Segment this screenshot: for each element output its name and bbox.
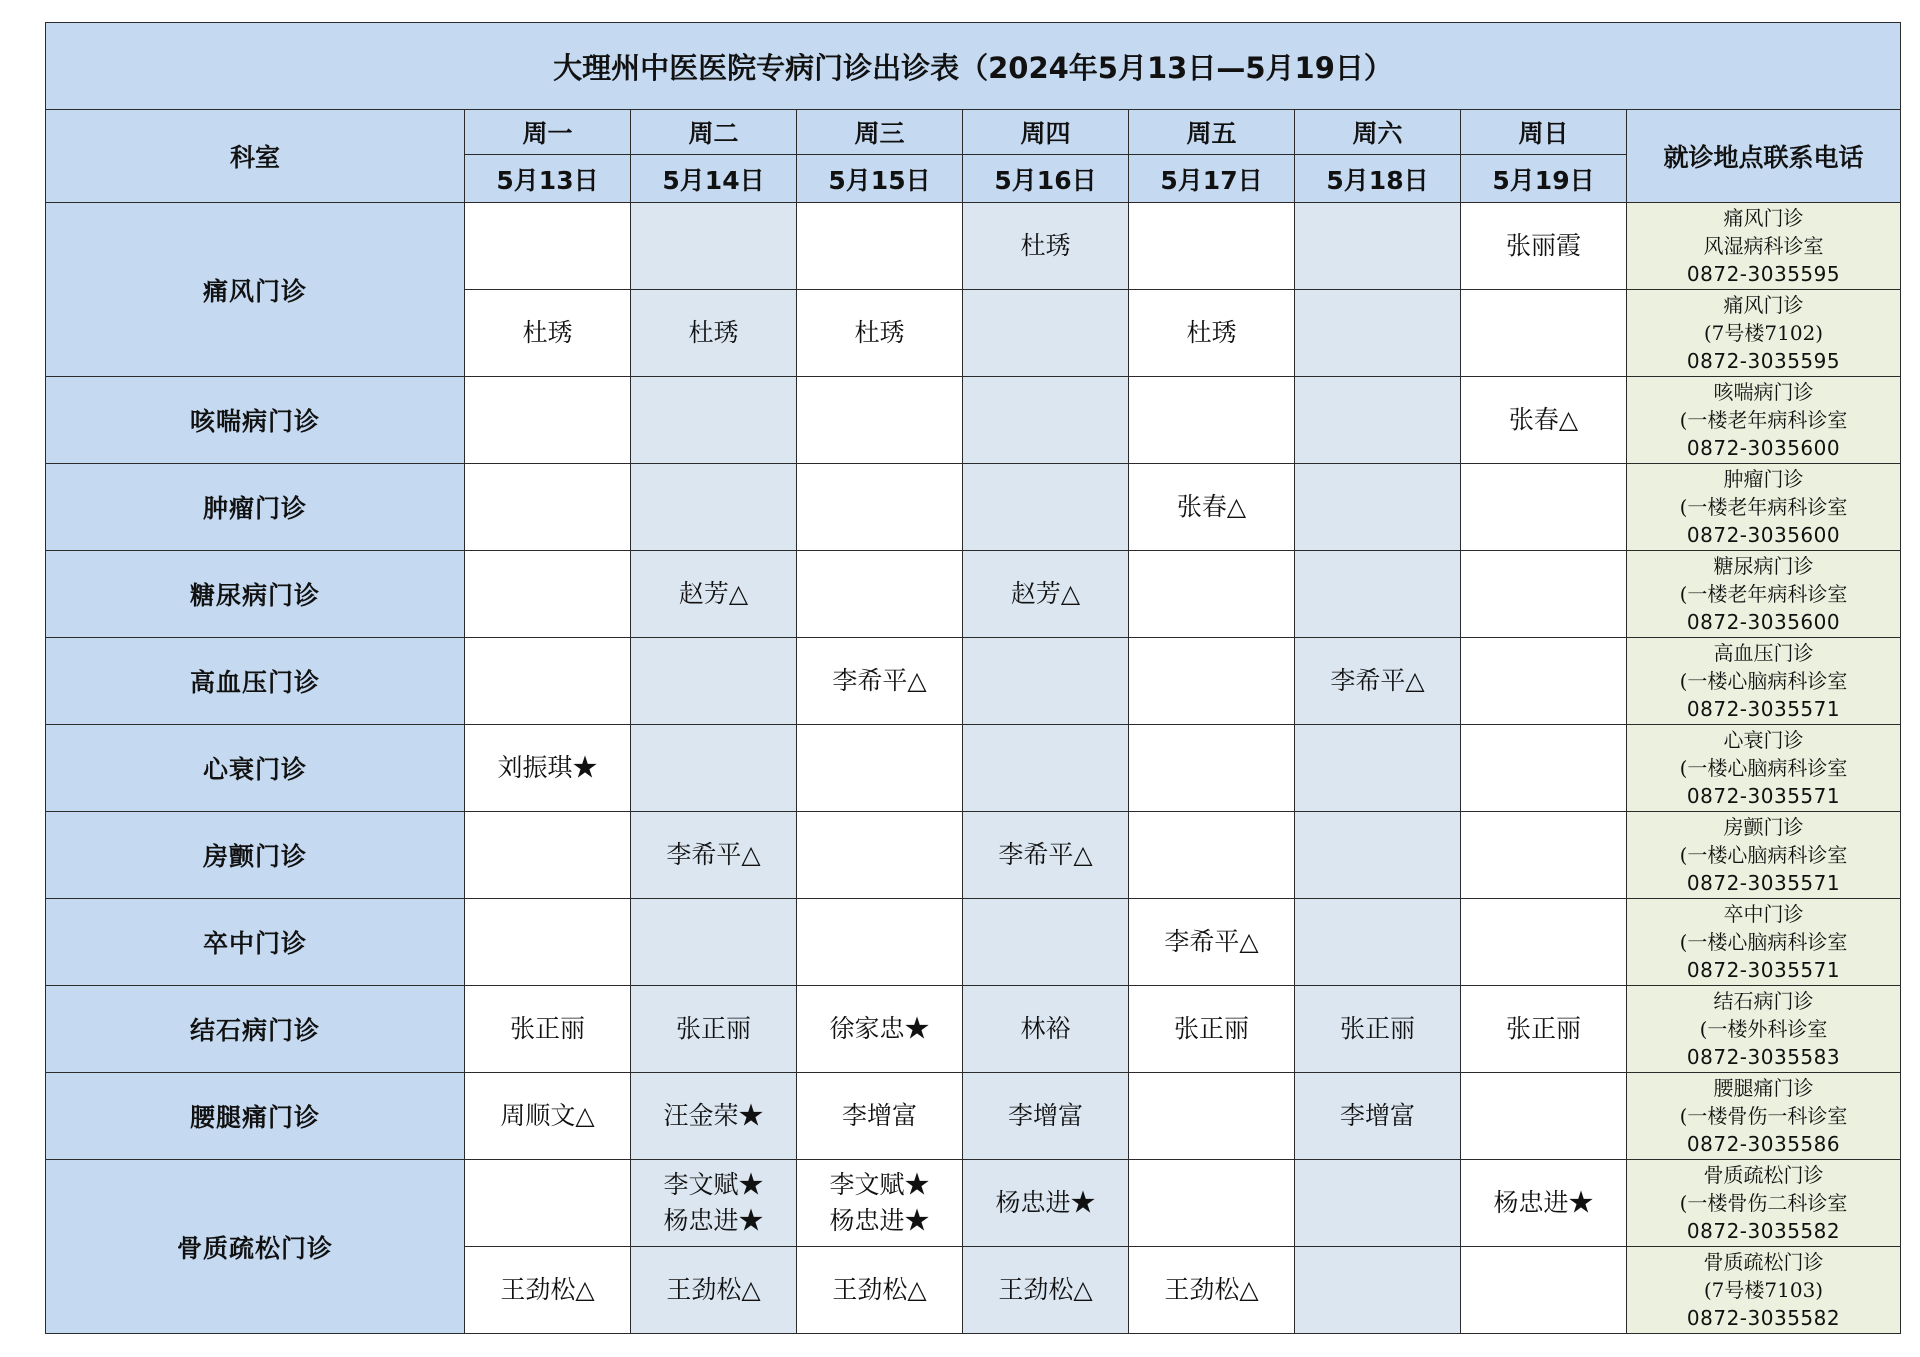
- schedule-cell-sun: [1461, 377, 1627, 464]
- date-header-sun: 5月19日: [1461, 155, 1627, 203]
- doctor-name: 张正丽: [1505, 1014, 1581, 1043]
- schedule-cell-tue: [631, 899, 797, 986]
- table-row: [46, 986, 1901, 1073]
- schedule-cell-tue: [631, 812, 797, 899]
- phone-number: 0872-3035582: [1686, 1306, 1841, 1330]
- clinic-name: 心衰门诊: [1723, 728, 1804, 752]
- doctor-name: 张正丽: [509, 1014, 585, 1043]
- room-location: (一楼心脑病科诊室: [1679, 756, 1848, 780]
- schedule-cell-wed: [797, 986, 963, 1073]
- schedule-cell-wed: [797, 1073, 963, 1160]
- room-location: (一楼外科诊室: [1699, 1017, 1828, 1041]
- doctor-name: 张春△: [1508, 405, 1579, 434]
- doctor-name: 杨忠进★: [663, 1206, 764, 1235]
- schedule-cell-sun: [1461, 1247, 1627, 1334]
- date-header-fri: 5月17日: [1129, 155, 1295, 203]
- schedule-cell-mon: [465, 203, 631, 290]
- schedule-cell-thu: [963, 812, 1129, 899]
- doctor-name: 杜琇: [1020, 231, 1071, 260]
- phone-number: 0872-3035571: [1686, 784, 1841, 808]
- room-location: (一楼心脑病科诊室: [1679, 843, 1848, 867]
- schedule-cell-sun: [1461, 986, 1627, 1073]
- room-location: (7号楼7103): [1703, 1278, 1824, 1302]
- table-row: [46, 1160, 1901, 1247]
- schedule-cell-sun: [1461, 725, 1627, 812]
- schedule-cell-wed: [797, 551, 963, 638]
- doctor-name: 王劲松△: [1164, 1275, 1259, 1304]
- department-name: 咳喘病门诊: [46, 377, 465, 464]
- schedule-cell-tue: [631, 464, 797, 551]
- doctor-name: 张丽霞: [1505, 231, 1581, 260]
- doctor-name: 赵芳△: [1010, 579, 1081, 608]
- schedule-cell-thu: [963, 290, 1129, 377]
- schedule-cell-tue: [631, 1160, 797, 1247]
- location-contact-cell: [1627, 377, 1901, 464]
- doctor-name: 李文赋★: [829, 1170, 930, 1199]
- doctor-name: 林裕: [1020, 1014, 1071, 1043]
- schedule-cell-sat: [1295, 1247, 1461, 1334]
- schedule-cell-thu: [963, 1073, 1129, 1160]
- doctor-name: 赵芳△: [678, 579, 749, 608]
- department-name: 骨质疏松门诊: [46, 1160, 465, 1334]
- table-row: [46, 812, 1901, 899]
- room-location: (7号楼7102): [1703, 321, 1824, 345]
- doctor-name: 李增富: [1339, 1101, 1415, 1130]
- table-row: [46, 725, 1901, 812]
- schedule-cell-sat: [1295, 812, 1461, 899]
- schedule-cell-sun: [1461, 203, 1627, 290]
- phone-number: 0872-3035595: [1686, 262, 1841, 286]
- doctor-name: 杨忠进★: [1493, 1188, 1594, 1217]
- department-name: 痛风门诊: [46, 203, 465, 377]
- schedule-cell-mon: [465, 377, 631, 464]
- schedule-cell-fri: [1129, 1247, 1295, 1334]
- location-contact-cell: [1627, 812, 1901, 899]
- schedule-cell-tue: [631, 290, 797, 377]
- schedule-cell-fri: [1129, 1160, 1295, 1247]
- doctor-name: 李希平△: [666, 840, 761, 869]
- schedule-cell-mon: [465, 290, 631, 377]
- schedule-cell-mon: [465, 551, 631, 638]
- doctor-name: 王劲松△: [998, 1275, 1093, 1304]
- room-location: (一楼心脑病科诊室: [1679, 930, 1848, 954]
- department-name: 糖尿病门诊: [46, 551, 465, 638]
- doctor-name: 杨忠进★: [829, 1206, 930, 1235]
- schedule-cell-tue: [631, 203, 797, 290]
- schedule-cell-fri: [1129, 290, 1295, 377]
- schedule-cell-sat: [1295, 1160, 1461, 1247]
- schedule-cell-sat: [1295, 986, 1461, 1073]
- table-row: [46, 899, 1901, 986]
- doctor-name: 张正丽: [675, 1014, 751, 1043]
- schedule-cell-sat: [1295, 899, 1461, 986]
- day-header-fri: 周五: [1129, 110, 1295, 155]
- doctor-name: 杨忠进★: [995, 1188, 1096, 1217]
- schedule-cell-sun: [1461, 290, 1627, 377]
- day-header-tue: 周二: [631, 110, 797, 155]
- schedule-cell-sun: [1461, 899, 1627, 986]
- schedule-cell-wed: [797, 203, 963, 290]
- table-row: [46, 1073, 1901, 1160]
- schedule-cell-sun: [1461, 812, 1627, 899]
- phone-number: 0872-3035600: [1686, 610, 1841, 634]
- schedule-cell-thu: [963, 725, 1129, 812]
- date-header-wed: 5月15日: [797, 155, 963, 203]
- schedule-cell-sat: [1295, 290, 1461, 377]
- schedule-cell-thu: [963, 1160, 1129, 1247]
- schedule-cell-fri: [1129, 377, 1295, 464]
- schedule-cell-sat: [1295, 203, 1461, 290]
- schedule-cell-sat: [1295, 551, 1461, 638]
- department-name: 心衰门诊: [46, 725, 465, 812]
- schedule-cell-thu: [963, 203, 1129, 290]
- clinic-name: 痛风门诊: [1723, 206, 1804, 230]
- schedule-cell-thu: [963, 464, 1129, 551]
- doctor-name: 李增富: [841, 1101, 917, 1130]
- location-contact-cell: [1627, 725, 1901, 812]
- day-header-mon: 周一: [465, 110, 631, 155]
- day-header-sun: 周日: [1461, 110, 1627, 155]
- doctor-name: 李增富: [1007, 1101, 1083, 1130]
- schedule-cell-fri: [1129, 812, 1295, 899]
- room-location: (一楼老年病科诊室: [1679, 582, 1848, 606]
- doctor-name: 李文赋★: [663, 1170, 764, 1199]
- doctor-name: 王劲松△: [832, 1275, 927, 1304]
- phone-number: 0872-3035583: [1686, 1045, 1841, 1069]
- date-header-tue: 5月14日: [631, 155, 797, 203]
- phone-number: 0872-3035595: [1686, 349, 1841, 373]
- table-row: [46, 464, 1901, 551]
- room-location: (一楼骨伤二科诊室: [1679, 1191, 1848, 1215]
- page-title: 大理州中医医院专病门诊出诊表（2024年5月13日—5月19日）: [46, 23, 1901, 110]
- day-header-wed: 周三: [797, 110, 963, 155]
- schedule-cell-sun: [1461, 638, 1627, 725]
- schedule-cell-mon: [465, 1160, 631, 1247]
- schedule-cell-tue: [631, 638, 797, 725]
- department-name: 腰腿痛门诊: [46, 1073, 465, 1160]
- clinic-name: 高血压门诊: [1713, 641, 1814, 665]
- doctor-name: 周顺文△: [500, 1101, 595, 1130]
- location-contact-cell: [1627, 1160, 1901, 1247]
- schedule-cell-sun: [1461, 551, 1627, 638]
- schedule-cell-mon: [465, 986, 631, 1073]
- schedule-cell-thu: [963, 377, 1129, 464]
- schedule-cell-thu: [963, 638, 1129, 725]
- schedule-cell-thu: [963, 986, 1129, 1073]
- date-header-mon: 5月13日: [465, 155, 631, 203]
- day-header-thu: 周四: [963, 110, 1129, 155]
- schedule-cell-fri: [1129, 638, 1295, 725]
- doctor-name: 李希平△: [1164, 927, 1259, 956]
- department-name: 高血压门诊: [46, 638, 465, 725]
- department-name: 结石病门诊: [46, 986, 465, 1073]
- schedule-cell-thu: [963, 899, 1129, 986]
- phone-number: 0872-3035582: [1686, 1219, 1841, 1243]
- doctor-name: 杜琇: [688, 318, 739, 347]
- phone-number: 0872-3035600: [1686, 436, 1841, 460]
- doctor-name: 王劲松△: [666, 1275, 761, 1304]
- clinic-name: 腰腿痛门诊: [1713, 1076, 1814, 1100]
- schedule-cell-tue: [631, 1247, 797, 1334]
- department-name: 肿瘤门诊: [46, 464, 465, 551]
- table-row: [46, 203, 1901, 290]
- phone-number: 0872-3035600: [1686, 523, 1841, 547]
- schedule-body: [46, 203, 1901, 1334]
- schedule-cell-sat: [1295, 638, 1461, 725]
- schedule-cell-fri: [1129, 1073, 1295, 1160]
- department-name: 房颤门诊: [46, 812, 465, 899]
- schedule-cell-wed: [797, 290, 963, 377]
- date-header-sat: 5月18日: [1295, 155, 1461, 203]
- schedule-cell-wed: [797, 899, 963, 986]
- location-contact-cell: [1627, 638, 1901, 725]
- day-header-sat: 周六: [1295, 110, 1461, 155]
- phone-number: 0872-3035571: [1686, 958, 1841, 982]
- schedule-cell-sat: [1295, 464, 1461, 551]
- room-location: (一楼老年病科诊室: [1679, 495, 1848, 519]
- schedule-cell-fri: [1129, 986, 1295, 1073]
- location-contact-cell: [1627, 1247, 1901, 1334]
- schedule-cell-tue: [631, 551, 797, 638]
- dept-column-header: 科室: [46, 110, 465, 203]
- schedule-cell-mon: [465, 464, 631, 551]
- doctor-name: 李希平△: [832, 666, 927, 695]
- schedule-cell-tue: [631, 725, 797, 812]
- doctor-name: 杜琇: [1186, 318, 1237, 347]
- schedule-cell-fri: [1129, 899, 1295, 986]
- clinic-name: 肿瘤门诊: [1723, 467, 1804, 491]
- schedule-cell-fri: [1129, 725, 1295, 812]
- doctor-name: 刘振琪★: [497, 753, 598, 782]
- schedule-cell-wed: [797, 377, 963, 464]
- schedule-cell-thu: [963, 1247, 1129, 1334]
- clinic-name: 糖尿病门诊: [1713, 554, 1814, 578]
- doctor-name: 杜琇: [854, 318, 905, 347]
- doctor-name: 杜琇: [522, 318, 573, 347]
- doctor-name: 李希平△: [1330, 666, 1425, 695]
- schedule-cell-sat: [1295, 377, 1461, 464]
- doctor-name: 王劲松△: [500, 1275, 595, 1304]
- schedule-cell-wed: [797, 725, 963, 812]
- clinic-name: 痛风门诊: [1723, 293, 1804, 317]
- schedule-cell-wed: [797, 1247, 963, 1334]
- schedule-cell-wed: [797, 812, 963, 899]
- clinic-name: 卒中门诊: [1723, 902, 1804, 926]
- schedule-cell-fri: [1129, 464, 1295, 551]
- doctor-name: 张正丽: [1339, 1014, 1415, 1043]
- location-contact-cell: [1627, 899, 1901, 986]
- schedule-cell-wed: [797, 638, 963, 725]
- table-row: [46, 377, 1901, 464]
- schedule-cell-mon: [465, 1247, 631, 1334]
- doctor-name: 徐家忠★: [829, 1014, 930, 1043]
- schedule-cell-mon: [465, 899, 631, 986]
- schedule-cell-tue: [631, 986, 797, 1073]
- date-header-thu: 5月16日: [963, 155, 1129, 203]
- phone-number: 0872-3035586: [1686, 1132, 1841, 1156]
- doctor-name: 张春△: [1176, 492, 1247, 521]
- department-name: 卒中门诊: [46, 899, 465, 986]
- schedule-cell-mon: [465, 638, 631, 725]
- schedule-cell-mon: [465, 1073, 631, 1160]
- schedule-cell-mon: [465, 812, 631, 899]
- clinic-name: 房颤门诊: [1723, 815, 1804, 839]
- location-contact-cell: [1627, 290, 1901, 377]
- room-location: (一楼骨伤一科诊室: [1679, 1104, 1848, 1128]
- clinic-name: 骨质疏松门诊: [1703, 1163, 1824, 1187]
- schedule-cell-wed: [797, 464, 963, 551]
- location-contact-cell: [1627, 551, 1901, 638]
- clinic-name: 骨质疏松门诊: [1703, 1250, 1824, 1274]
- location-column-header: 就诊地点联系电话: [1627, 110, 1901, 203]
- room-location: (一楼老年病科诊室: [1679, 408, 1848, 432]
- schedule-cell-fri: [1129, 203, 1295, 290]
- location-contact-cell: [1627, 203, 1901, 290]
- location-contact-cell: [1627, 1073, 1901, 1160]
- schedule-cell-tue: [631, 1073, 797, 1160]
- schedule-cell-thu: [963, 551, 1129, 638]
- table-row: [46, 551, 1901, 638]
- schedule-cell-wed: [797, 1160, 963, 1247]
- doctor-name: 汪金荣★: [663, 1101, 764, 1130]
- table-row: [46, 638, 1901, 725]
- schedule-cell-sun: [1461, 464, 1627, 551]
- phone-number: 0872-3035571: [1686, 871, 1841, 895]
- schedule-cell-mon: [465, 725, 631, 812]
- schedule-cell-sat: [1295, 1073, 1461, 1160]
- schedule-cell-tue: [631, 377, 797, 464]
- schedule-cell-sat: [1295, 725, 1461, 812]
- location-contact-cell: [1627, 986, 1901, 1073]
- location-contact-cell: [1627, 464, 1901, 551]
- schedule-cell-fri: [1129, 551, 1295, 638]
- clinic-name: 结石病门诊: [1713, 989, 1814, 1013]
- doctor-name: 李希平△: [998, 840, 1093, 869]
- clinic-name: 咳喘病门诊: [1713, 380, 1814, 404]
- schedule-table: [45, 22, 1901, 1334]
- schedule-cell-sun: [1461, 1073, 1627, 1160]
- phone-number: 0872-3035571: [1686, 697, 1841, 721]
- room-location: (一楼心脑病科诊室: [1679, 669, 1848, 693]
- schedule-cell-sun: [1461, 1160, 1627, 1247]
- doctor-name: 张正丽: [1173, 1014, 1249, 1043]
- room-location: 风湿病科诊室: [1703, 234, 1824, 258]
